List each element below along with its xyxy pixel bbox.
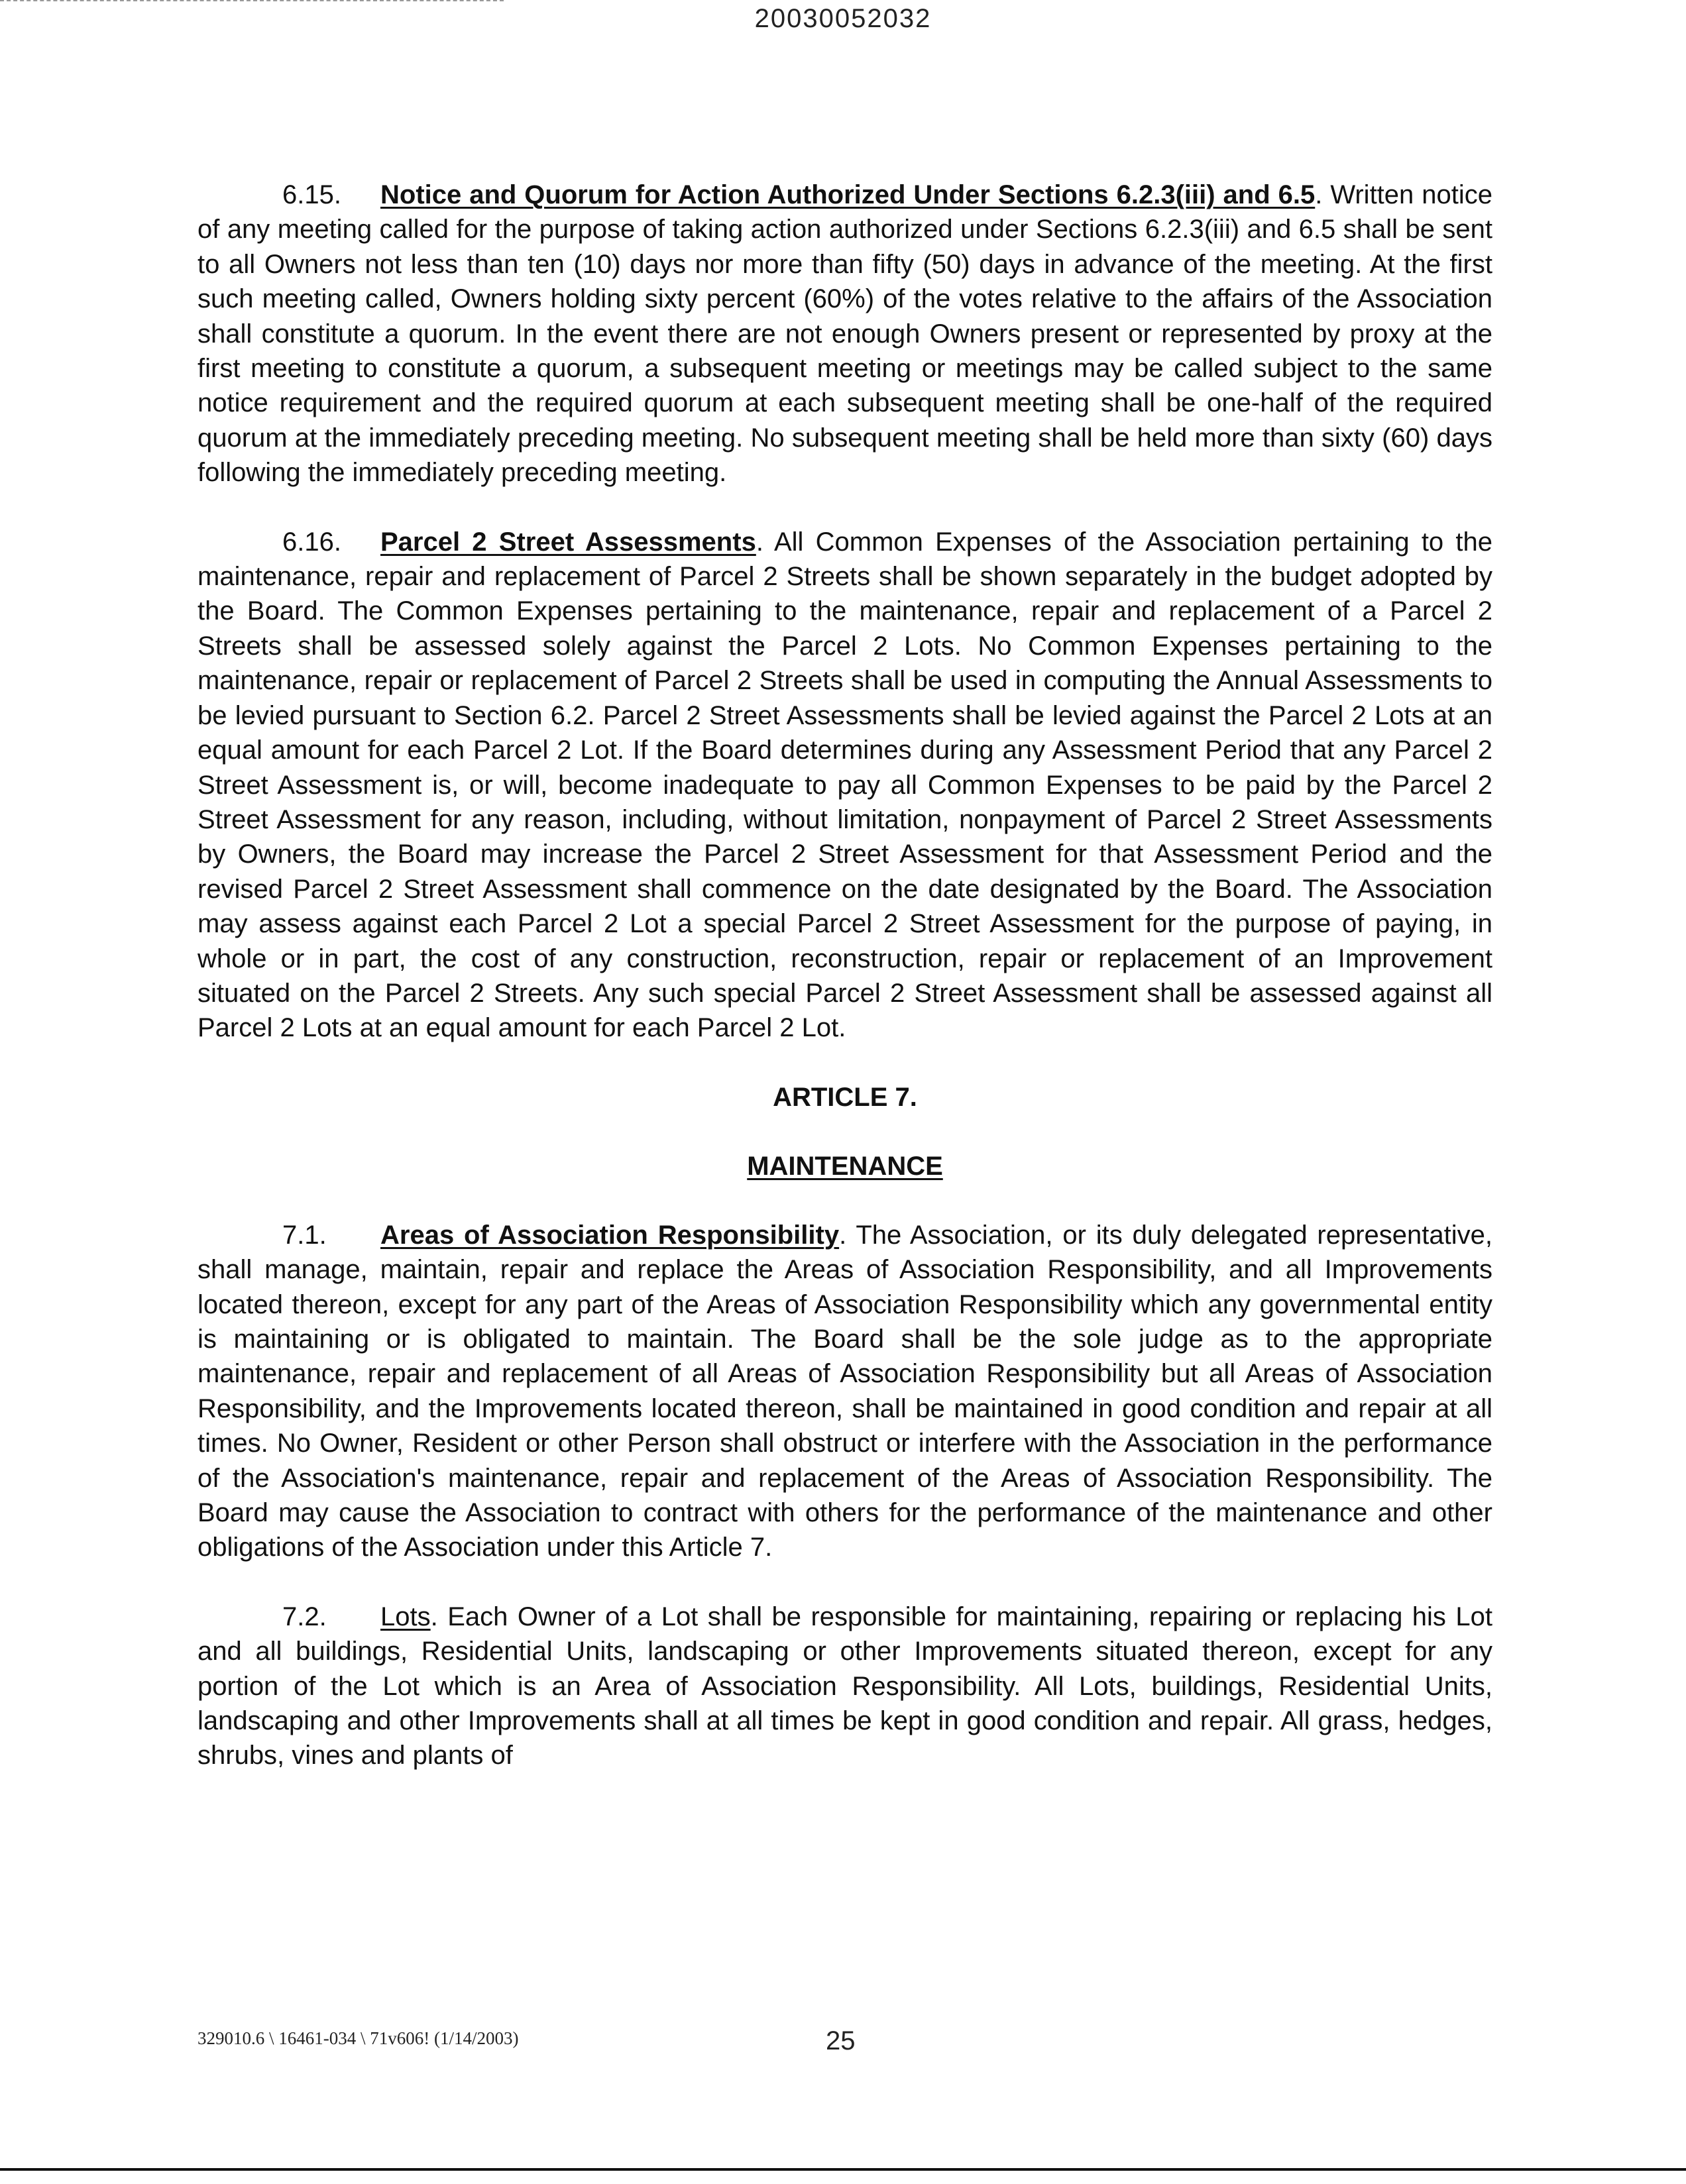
section-7-2 — [197, 1600, 1492, 1773]
document-body — [197, 178, 1492, 1808]
section-7-1 — [197, 1218, 1492, 1565]
bottom-rule — [0, 2168, 1686, 2171]
section-6-15 — [197, 178, 1492, 490]
footer-document-reference: 329010.6 \ 16461-034 \ 71v606! (1/14/2003) — [197, 2028, 519, 2048]
section-6-16 — [197, 525, 1492, 1046]
section-heading: Areas of Association Responsibility — [380, 1220, 840, 1250]
section-body: Written notice of any meeting called for the purpose of taking action authorized under Sections 6.2.3(iii) and 6.5 shall be sent to all Owners not less than ten (10) days nor more than fifty (50) days in advance of the meeting. At the first such meeting called, Owners holding sixty percent (60%) of the votes relative to the affairs of the Association shall constitute a quorum. In the event there are not enough Owners present or represented by proxy at the first meeting to constitute a quorum, a subsequent meeting or meetings may be called subject to the same notice requirement and the required quorum at each subsequent meeting shall be one-half of the required quorum at the immediately preceding meeting. No subsequent meeting shall be held more than sixty (60) days following the immediately preceding meeting. — [197, 180, 1492, 488]
section-body: The Association, or its duly delegated representative, shall manage, maintain, repair and replace the Areas of Association Responsibility, and all Improvements located thereon, except for any part of the Areas of Association Responsibility which any governmental entity is maintaining or is obligated to maintain. The Board shall be the sole judge as to the appropriate maintenance, repair and replacement of all Areas of Association Responsibility but all Areas of Association Responsibility, and the Improvements located thereon, shall be maintained in good condition and repair at all times. No Owner, Resident or other Person shall obstruct or interfere with the Association in the performance of the Association's maintenance, repair and replacement of the Areas of Association Responsibility. The Board may cause the Association to contract with others for the performance of the maintenance and other obligations of the Association under this Article 7. — [197, 1220, 1492, 1562]
section-number: 6.16. — [282, 527, 341, 557]
section-heading: Notice and Quorum for Action Authorized Under Sections 6.2.3(iii) and 6.5 — [380, 180, 1316, 209]
section-heading: Parcel 2 Street Assessments — [380, 527, 756, 557]
section-number: 7.2. — [282, 1602, 327, 1631]
section-number: 7.1. — [282, 1220, 327, 1250]
section-number: 6.15. — [282, 180, 341, 209]
article-label: ARTICLE 7. — [773, 1082, 917, 1112]
section-heading: Lots — [380, 1602, 431, 1631]
section-body: All Common Expenses of the Association pertaining to the maintenance, repair and replacement of Parcel 2 Streets shall be shown separately in the budget adopted by the Board. The Common Expenses pertaining to the maintenance, repair and replacement of a Parcel 2 Streets shall be assessed solely against the Parcel 2 Lots. No Common Expenses pertaining to the maintenance, repair or replacement of Parcel 2 Streets shall be used in computing the Annual Assessments to be levied pursuant to Section 6.2. Parcel 2 Street Assessments shall be levied against the Parcel 2 Lots at an equal amount for each Parcel 2 Lot. If the Board determines during any Assessment Period that any Parcel 2 Street Assessment is, or will, become inadequate to pay all Common Expenses to be paid by the Parcel 2 Street Assessment for any reason, including, without limitation, nonpayment of Parcel 2 Street Assessments by Owners, the Board may increase the Parcel 2 Street Assessment for that Assessment Period and the revised Parcel 2 Street Assessment shall commence on the date designated by the Board. The Association may assess against each Parcel 2 Lot a special Parcel 2 Street Assessment for the purpose of paying, in whole or in part, the cost of any construction, reconstruction, repair or replacement of an Improvement situated on the Parcel 2 Streets. Any such special Parcel 2 Street Assessment shall be assessed against all Parcel 2 Lots at an equal amount for each Parcel 2 Lot. — [197, 527, 1492, 1043]
section-body: Each Owner of a Lot shall be responsible for maintaining, repairing or replacing his Lot and all buildings, Residential Units, landscaping or other Improvements situated thereon, except for any portion of the Lot which is an Area of Association Responsibility. All Lots, buildings, Residential Units, landscaping and other Improvements shall at all times be kept in good condition and repair. All grass, hedges, shrubs, vines and plants of — [197, 1602, 1492, 1771]
page-number: 25 — [826, 2026, 856, 2055]
document-number: 20030052032 — [754, 4, 932, 33]
section-heading-end: . — [839, 1220, 847, 1250]
article-title: MAINTENANCE — [747, 1151, 943, 1181]
section-heading-end: . — [756, 527, 763, 557]
section-heading-end: . — [430, 1602, 438, 1631]
section-heading-end: . — [1315, 180, 1323, 209]
